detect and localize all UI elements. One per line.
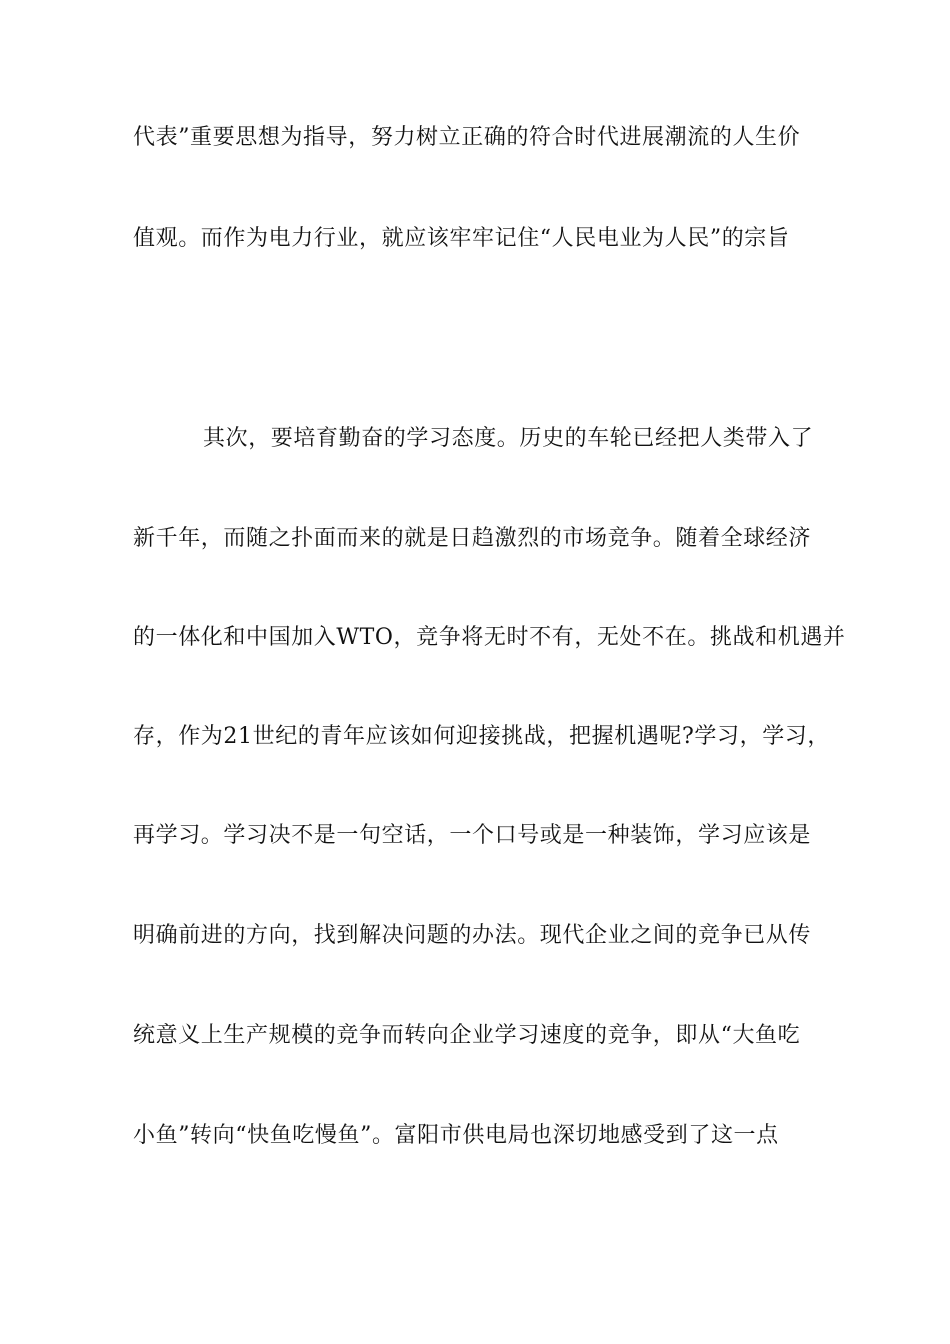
- text-line: 存，作为21世纪的青年应该如何迎接挑战，把握机遇呢?学习，学习，: [133, 724, 830, 749]
- text-line: 新千年，而随之扑面而来的就是日趋激烈的市场竞争。随着全球经济: [133, 526, 812, 551]
- text-line: 值观。而作为电力行业，就应该牢牢记住“人民电业为人民”的宗旨: [133, 226, 790, 251]
- text-line: 的一体化和中国加入WTO，竞争将无时不有，无处不在。挑战和机遇并: [133, 625, 846, 650]
- text-line: 明确前进的方向，找到解决问题的办法。现代企业之间的竞争已从传: [133, 923, 812, 948]
- text-line: 代表”重要思想为指导，努力树立正确的符合时代进展潮流的人生价: [133, 125, 801, 150]
- text-line: 小鱼”转向“快鱼吃慢鱼”。富阳市供电局也深切地感受到了这一点: [133, 1123, 779, 1148]
- text-line: 统意义上生产规模的竞争而转向企业学习速度的竞争，即从“大鱼吃: [133, 1023, 801, 1048]
- text-line: 其次，要培育勤奋的学习态度。历史的车轮已经把人类带入了: [203, 426, 814, 451]
- text-line: 再学习。学习决不是一句空话，一个口号或是一种装饰，学习应该是: [133, 823, 812, 848]
